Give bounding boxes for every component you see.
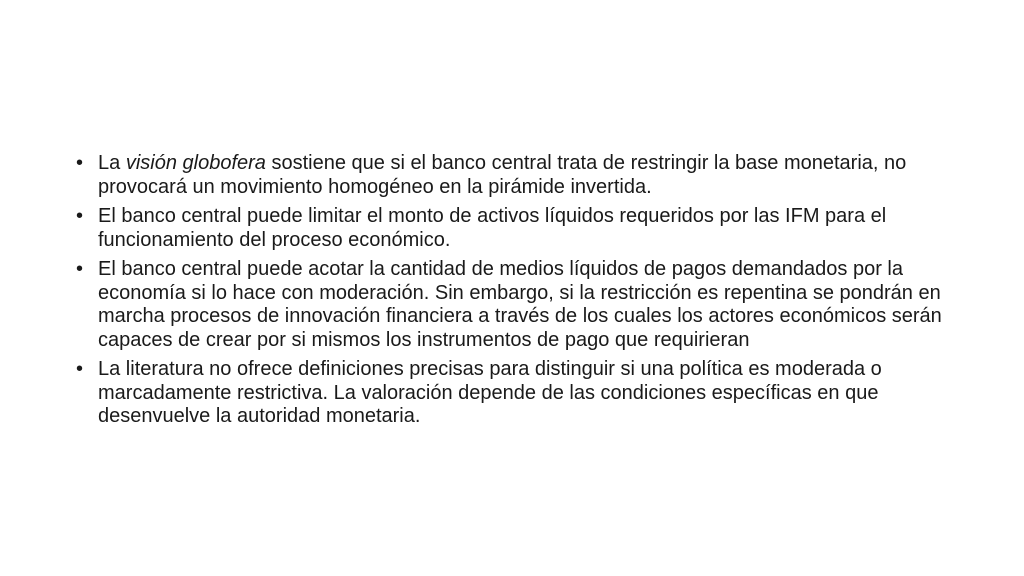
bullet-text: El banco central puede limitar el monto de activos líquidos requeridos por las IFM para el funcionamiento del proceso económico. xyxy=(98,205,887,251)
bullet-icon: • xyxy=(76,152,84,174)
bullet-text-rest: sostiene que si el banco central trata de restringir la base monetaria, no provocará un movimiento homogéneo en la pirámide invertida. xyxy=(98,152,907,198)
bullet-text-italic-term: visión globofera xyxy=(125,152,266,174)
bullet-text xyxy=(98,152,906,198)
bullet-icon: • xyxy=(76,205,84,227)
bullet-list xyxy=(76,152,976,435)
bullet-item-literatura xyxy=(76,358,976,429)
bullet-icon: • xyxy=(76,258,84,280)
bullet-item-acotar-medios xyxy=(76,258,976,352)
bullet-item-vision-globofera xyxy=(76,152,976,199)
bullet-item-limitar-activos xyxy=(76,205,976,252)
bullet-text: El banco central puede acotar la cantidad de medios líquidos de pagos demandados por la economía si lo hace con moderación. Sin embargo, si la restricción es repentina se pondrán en marcha procesos de innovación financiera a través de los cuales los actores económicos serán capaces de crear por si mismos los instrumentos de pago que requirieran xyxy=(98,258,942,351)
bullet-icon: • xyxy=(76,358,84,380)
bullet-text-prefix: La xyxy=(98,152,126,174)
bullet-text: La literatura no ofrece definiciones precisas para distinguir si una política es moderada o marcadamente restrictiva. La valoración depende de las condiciones específicas en que desenvuelve la autoridad monetaria. xyxy=(98,358,882,427)
